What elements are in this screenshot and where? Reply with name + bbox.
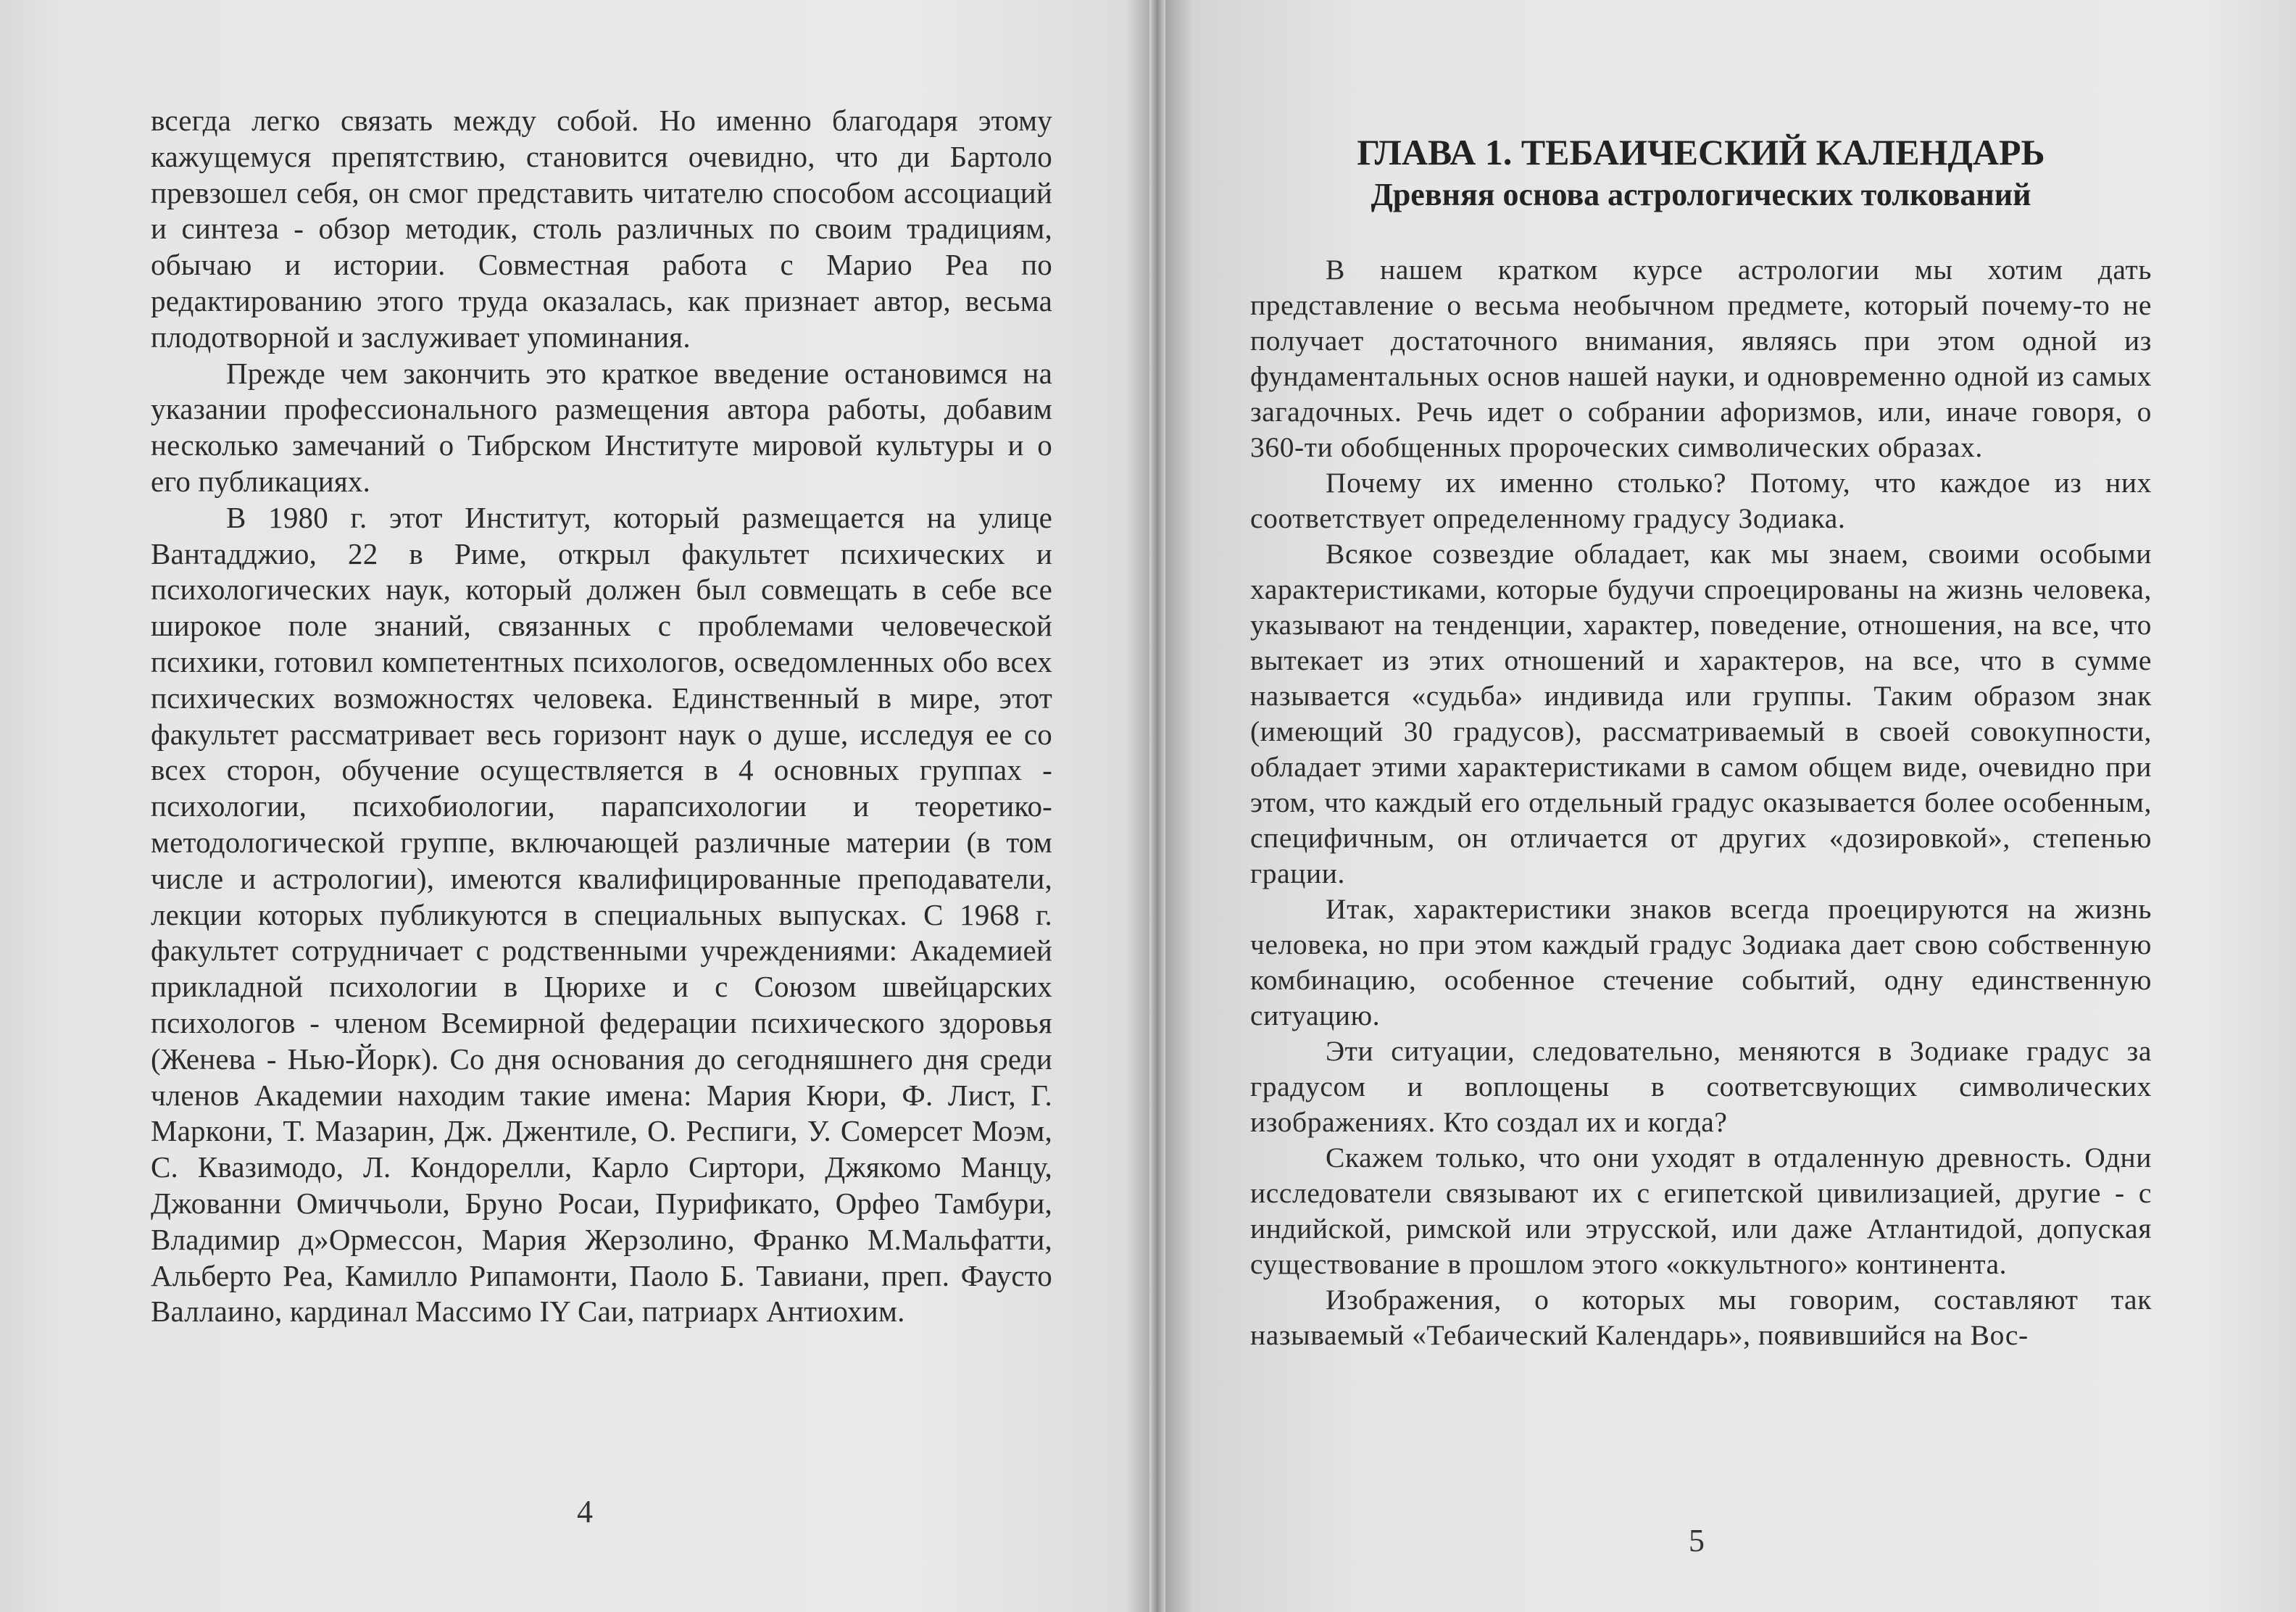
book-gutter <box>1149 0 1165 1612</box>
right-paragraph-4: Итак, характеристики знаков всегда проецируются на жизнь человека, но при этом каждый градус Зодиака дает свою собственную комбинацию, особенное стечение событий, одну единственную ситуацию. <box>1250 893 2152 1031</box>
right-paragraph-5: Эти ситуации, следовательно, меняются в Зодиаке градус за градусом и воплощены в соответсвующих символических изображениях. Кто создал их и когда? <box>1250 1035 2152 1138</box>
right-page-text <box>1250 252 2152 1353</box>
left-paragraph-3: В 1980 г. этот Институт, который размещается на улице Вантадджио, 22 в Риме, открыл факультет психических и психологических наук, который должен был совмещать в себе все широкое поле знаний, связанных с проблемами человеческой психики, готовил компетентных психологов, осведомленных обо всех психических возможностях человека. Единственный в мире, этот факультет рассматривает весь горизонт наук о душе, исследуя ее со всех сторон, обучение осуществляется в 4 основных группах - психологии, психобиологии, парапсихологии и теоретико-методологической группе, включающей различные материи (в том числе и астрологии), имеются квалифицированные преподаватели, лекции которых публикуются в специальных выпусках. С 1968 г. факультет сотрудничает с родственными учреждениями: Академией прикладной психологии в Цюрихе и с Союзом швейцарских психологов - членом Всемирной федерации психического здоровья (Женева - Нью-Йорк). Со дня основания до сегодняшнего дня среди членов Академии находим такие имена: Мария Кюри, Ф. Лист, Г. Маркони, Т. Мазарин, Дж. Джентиле, О. Респиги, У. Сомерсет Моэм, С. Квазимодо, Л. Кондорелли, Карло Сиртори, Джякомо Манцу, Джованни Омиччьоли, Бруно Росаи, Пурификато, Орфео Тамбури, Владимир д»Ормессон, Мария Жерзолино, Франко М.Мальфатти, Альберто Реа, Камилло Рипамонти, Паоло Б. Тавиани, преп. Фаусто Валлаино, кардинал Массимо IY Саи, патриарх Антиохим. <box>151 500 1052 1329</box>
left-page-text <box>151 103 1052 1330</box>
left-paragraph-1: всегда легко связать между собой. Но именно благодаря этому кажущемуся препятствию, становится очевидно, что ди Бартоло превзошел себя, он смог представить читателю способом ассоциаций и синтеза - обзор методик, столь различных по своим традициям, обычаю и истории. Совместная работа с Марио Реа по редактированию этого труда оказалась, как признает автор, весьма плодотворной и заслуживает упоминания. <box>151 104 1052 354</box>
page-number-right: 5 <box>1689 1523 1705 1558</box>
right-paragraph-1: В нашем кратком курсе астрологии мы хотим дать представление о весьма необычном предмете, который почему-то не получает достаточного внимания, являясь при этом одной из фундаментальных основ нашей науки, и одновременно одной из самых загадочных. Речь идет о собрании афоризмов, или, иначе говоря, о 360-ти обобщенных пророческих символических образах. <box>1250 254 2152 463</box>
right-paragraph-2: Почему их именно столько? Потому, что каждое из них соответствует определенному градусу Зодиака. <box>1250 467 2152 534</box>
chapter-subtitle: Древняя основа астрологических толкований <box>1370 177 2031 212</box>
right-paragraph-6: Скажем только, что они уходят в отдаленную древность. Одни исследователи связывают их с египетской цивилизацией, другие - с индийской, римской или этрусской, или даже Атлантидой, допуская существование в прошлом этого «оккультного» континента. <box>1250 1142 2152 1280</box>
chapter-title: ГЛАВА 1. ТЕБАИЧЕСКИЙ КАЛЕНДАРЬ <box>1357 132 2045 173</box>
left-paragraph-2: Прежде чем закончить это краткое введение остановимся на указании профессионального размещения автора работы, добавим несколько замечаний о Тибрском Институте мировой культуры и о его публикациях. <box>151 356 1052 498</box>
page-number-left: 4 <box>577 1494 593 1529</box>
right-paragraph-3: Всякое созвездие обладает, как мы знаем, своими особыми характеристиками, которые будучи спроецированы на жизнь человека, указывают на тенденции, характер, поведение, отношения, на все, что вытекает из этих отношений и характеров, на все, что в сумме называется «судьба» индивида или группы. Таким образом знак (имеющий 30 градусов), рассматриваемый в своей совокупности, обладает этими характеристиками в самом общем виде, очевидно при этом, что каждый его отдельный градус оказывается более особенным, специфичным, он отличается от других «дозировкой», степенью грации. <box>1250 538 2152 889</box>
right-paragraph-7: Изображения, о которых мы говорим, составляют так называемый «Тебаический Календарь», появившийся на Вос- <box>1250 1284 2152 1351</box>
